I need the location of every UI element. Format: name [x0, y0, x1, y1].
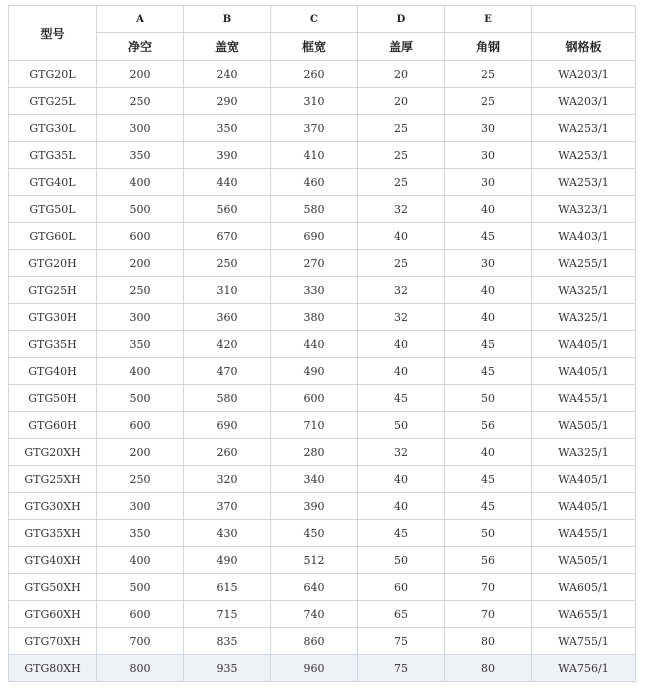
cell-cover-width: 320 — [184, 466, 271, 493]
table-row — [9, 520, 636, 547]
cell-cover-thickness: 40 — [358, 358, 445, 385]
table-row — [9, 412, 636, 439]
header-letter-row — [9, 6, 636, 33]
cell-cover-thickness: 20 — [358, 61, 445, 88]
cell-steel-grating: WA255/1 — [532, 250, 636, 277]
table-row — [9, 655, 636, 682]
cell-clear-span: 600 — [97, 601, 184, 628]
cell-cover-thickness: 25 — [358, 142, 445, 169]
cell-steel-grating: WA405/1 — [532, 358, 636, 385]
cell-cover-thickness: 40 — [358, 331, 445, 358]
header-clear-span: 净空 — [97, 33, 184, 61]
cell-cover-thickness: 45 — [358, 385, 445, 412]
cell-model: GTG35XH — [9, 520, 97, 547]
table-header — [9, 6, 636, 61]
cell-frame-width: 370 — [271, 115, 358, 142]
cell-angle-steel: 45 — [445, 223, 532, 250]
cell-steel-grating: WA253/1 — [532, 115, 636, 142]
cell-clear-span: 400 — [97, 547, 184, 574]
header-sub-row — [9, 33, 636, 61]
cell-angle-steel: 30 — [445, 250, 532, 277]
cell-clear-span: 250 — [97, 88, 184, 115]
cell-angle-steel: 80 — [445, 655, 532, 682]
cell-steel-grating: WA405/1 — [532, 493, 636, 520]
cell-clear-span: 350 — [97, 331, 184, 358]
cell-clear-span: 350 — [97, 142, 184, 169]
cell-clear-span: 700 — [97, 628, 184, 655]
cell-cover-thickness: 40 — [358, 493, 445, 520]
cell-clear-span: 350 — [97, 520, 184, 547]
cell-model: GTG35H — [9, 331, 97, 358]
cell-steel-grating: WA655/1 — [532, 601, 636, 628]
cell-clear-span: 500 — [97, 574, 184, 601]
cell-frame-width: 330 — [271, 277, 358, 304]
cell-angle-steel: 40 — [445, 439, 532, 466]
header-frame-width: 框宽 — [271, 33, 358, 61]
cell-angle-steel: 45 — [445, 331, 532, 358]
cell-model: GTG30XH — [9, 493, 97, 520]
cell-cover-width: 350 — [184, 115, 271, 142]
cell-clear-span: 500 — [97, 385, 184, 412]
cell-clear-span: 600 — [97, 223, 184, 250]
table-row — [9, 331, 636, 358]
table-row — [9, 493, 636, 520]
cell-cover-thickness: 65 — [358, 601, 445, 628]
cell-frame-width: 490 — [271, 358, 358, 385]
cell-cover-width: 360 — [184, 304, 271, 331]
cell-angle-steel: 25 — [445, 61, 532, 88]
header-letter-blank — [532, 6, 636, 33]
cell-cover-width: 470 — [184, 358, 271, 385]
cell-frame-width: 260 — [271, 61, 358, 88]
cell-steel-grating: WA403/1 — [532, 223, 636, 250]
cell-clear-span: 200 — [97, 439, 184, 466]
cell-angle-steel: 30 — [445, 115, 532, 142]
cell-frame-width: 340 — [271, 466, 358, 493]
cell-model: GTG50H — [9, 385, 97, 412]
cell-cover-thickness: 75 — [358, 655, 445, 682]
cell-steel-grating: WA756/1 — [532, 655, 636, 682]
cell-clear-span: 300 — [97, 304, 184, 331]
cell-steel-grating: WA455/1 — [532, 520, 636, 547]
spec-table-container — [8, 5, 636, 682]
cell-model: GTG35L — [9, 142, 97, 169]
cell-frame-width: 710 — [271, 412, 358, 439]
table-row — [9, 439, 636, 466]
cell-model: GTG60L — [9, 223, 97, 250]
cell-angle-steel: 50 — [445, 385, 532, 412]
cell-clear-span: 400 — [97, 169, 184, 196]
header-angle-steel: 角钢 — [445, 33, 532, 61]
cell-frame-width: 690 — [271, 223, 358, 250]
cell-steel-grating: WA253/1 — [532, 169, 636, 196]
cell-cover-thickness: 32 — [358, 439, 445, 466]
table-row — [9, 628, 636, 655]
cell-frame-width: 860 — [271, 628, 358, 655]
table-row — [9, 142, 636, 169]
cell-cover-width: 935 — [184, 655, 271, 682]
cell-model: GTG40H — [9, 358, 97, 385]
cell-cover-width: 690 — [184, 412, 271, 439]
cell-angle-steel: 45 — [445, 493, 532, 520]
header-letter-c: C — [271, 6, 358, 33]
cell-angle-steel: 45 — [445, 358, 532, 385]
cell-model: GTG80XH — [9, 655, 97, 682]
cell-cover-thickness: 45 — [358, 520, 445, 547]
cell-cover-width: 670 — [184, 223, 271, 250]
cell-model: GTG20H — [9, 250, 97, 277]
table-row — [9, 385, 636, 412]
cell-angle-steel: 40 — [445, 304, 532, 331]
cell-angle-steel: 40 — [445, 277, 532, 304]
cell-cover-width: 250 — [184, 250, 271, 277]
cell-clear-span: 250 — [97, 277, 184, 304]
cell-angle-steel: 56 — [445, 412, 532, 439]
cell-clear-span: 800 — [97, 655, 184, 682]
cell-frame-width: 640 — [271, 574, 358, 601]
cell-steel-grating: WA325/1 — [532, 277, 636, 304]
cell-frame-width: 270 — [271, 250, 358, 277]
cell-clear-span: 500 — [97, 196, 184, 223]
cell-model: GTG50XH — [9, 574, 97, 601]
cell-frame-width: 580 — [271, 196, 358, 223]
cell-clear-span: 400 — [97, 358, 184, 385]
cell-steel-grating: WA203/1 — [532, 88, 636, 115]
cell-cover-width: 430 — [184, 520, 271, 547]
cell-model: GTG20XH — [9, 439, 97, 466]
cell-cover-width: 390 — [184, 142, 271, 169]
cell-frame-width: 740 — [271, 601, 358, 628]
cell-cover-thickness: 40 — [358, 223, 445, 250]
cell-cover-width: 580 — [184, 385, 271, 412]
cell-cover-width: 240 — [184, 61, 271, 88]
table-row — [9, 277, 636, 304]
table-row — [9, 61, 636, 88]
cell-cover-thickness: 32 — [358, 196, 445, 223]
cell-model: GTG25L — [9, 88, 97, 115]
cell-steel-grating: WA405/1 — [532, 331, 636, 358]
cell-cover-width: 560 — [184, 196, 271, 223]
cell-angle-steel: 45 — [445, 466, 532, 493]
cell-angle-steel: 80 — [445, 628, 532, 655]
cell-clear-span: 200 — [97, 61, 184, 88]
cell-steel-grating: WA325/1 — [532, 304, 636, 331]
cell-steel-grating: WA505/1 — [532, 412, 636, 439]
cell-angle-steel: 30 — [445, 142, 532, 169]
cell-angle-steel: 70 — [445, 601, 532, 628]
cell-cover-thickness: 25 — [358, 169, 445, 196]
cell-frame-width: 310 — [271, 88, 358, 115]
cell-model: GTG70XH — [9, 628, 97, 655]
cell-cover-width: 370 — [184, 493, 271, 520]
header-cover-width: 盖宽 — [184, 33, 271, 61]
cell-cover-width: 290 — [184, 88, 271, 115]
cell-model: GTG30L — [9, 115, 97, 142]
cell-model: GTG20L — [9, 61, 97, 88]
table-row — [9, 223, 636, 250]
table-row — [9, 115, 636, 142]
cell-frame-width: 440 — [271, 331, 358, 358]
header-letter-b: B — [184, 6, 271, 33]
cell-model: GTG30H — [9, 304, 97, 331]
cell-steel-grating: WA203/1 — [532, 61, 636, 88]
table-body — [9, 61, 636, 682]
cell-steel-grating: WA323/1 — [532, 196, 636, 223]
table-row — [9, 601, 636, 628]
cell-clear-span: 300 — [97, 493, 184, 520]
cell-angle-steel: 40 — [445, 196, 532, 223]
cell-clear-span: 300 — [97, 115, 184, 142]
cell-steel-grating: WA253/1 — [532, 142, 636, 169]
cell-model: GTG60XH — [9, 601, 97, 628]
header-letter-e: E — [445, 6, 532, 33]
cell-frame-width: 960 — [271, 655, 358, 682]
cell-frame-width: 380 — [271, 304, 358, 331]
cell-cover-thickness: 75 — [358, 628, 445, 655]
cell-angle-steel: 30 — [445, 169, 532, 196]
spec-table — [8, 5, 636, 682]
cell-cover-thickness: 20 — [358, 88, 445, 115]
header-letter-d: D — [358, 6, 445, 33]
cell-frame-width: 280 — [271, 439, 358, 466]
cell-clear-span: 250 — [97, 466, 184, 493]
cell-cover-width: 715 — [184, 601, 271, 628]
cell-cover-thickness: 32 — [358, 277, 445, 304]
cell-clear-span: 200 — [97, 250, 184, 277]
table-row — [9, 547, 636, 574]
cell-cover-thickness: 25 — [358, 115, 445, 142]
cell-model: GTG60H — [9, 412, 97, 439]
cell-model: GTG40XH — [9, 547, 97, 574]
cell-steel-grating: WA405/1 — [532, 466, 636, 493]
cell-clear-span: 600 — [97, 412, 184, 439]
cell-frame-width: 600 — [271, 385, 358, 412]
table-row — [9, 358, 636, 385]
cell-cover-width: 310 — [184, 277, 271, 304]
cell-cover-width: 440 — [184, 169, 271, 196]
cell-frame-width: 450 — [271, 520, 358, 547]
header-steel-grating: 钢格板 — [532, 33, 636, 61]
table-row — [9, 574, 636, 601]
cell-cover-thickness: 40 — [358, 466, 445, 493]
header-cover-thickness: 盖厚 — [358, 33, 445, 61]
cell-model: GTG50L — [9, 196, 97, 223]
cell-cover-width: 615 — [184, 574, 271, 601]
header-letter-a: A — [97, 6, 184, 33]
cell-model: GTG25H — [9, 277, 97, 304]
cell-steel-grating: WA755/1 — [532, 628, 636, 655]
header-model: 型号 — [9, 6, 97, 61]
cell-cover-thickness: 32 — [358, 304, 445, 331]
cell-frame-width: 460 — [271, 169, 358, 196]
cell-steel-grating: WA605/1 — [532, 574, 636, 601]
cell-cover-width: 835 — [184, 628, 271, 655]
table-row — [9, 466, 636, 493]
cell-cover-thickness: 25 — [358, 250, 445, 277]
table-row — [9, 196, 636, 223]
cell-model: GTG40L — [9, 169, 97, 196]
cell-steel-grating: WA325/1 — [532, 439, 636, 466]
table-row — [9, 304, 636, 331]
cell-cover-width: 490 — [184, 547, 271, 574]
cell-model: GTG25XH — [9, 466, 97, 493]
table-row — [9, 169, 636, 196]
cell-angle-steel: 70 — [445, 574, 532, 601]
cell-cover-thickness: 50 — [358, 547, 445, 574]
cell-cover-thickness: 60 — [358, 574, 445, 601]
table-row — [9, 250, 636, 277]
cell-steel-grating: WA505/1 — [532, 547, 636, 574]
cell-cover-width: 420 — [184, 331, 271, 358]
table-row — [9, 88, 636, 115]
cell-steel-grating: WA455/1 — [532, 385, 636, 412]
cell-cover-thickness: 50 — [358, 412, 445, 439]
cell-angle-steel: 25 — [445, 88, 532, 115]
cell-cover-width: 260 — [184, 439, 271, 466]
cell-angle-steel: 56 — [445, 547, 532, 574]
cell-frame-width: 390 — [271, 493, 358, 520]
cell-angle-steel: 50 — [445, 520, 532, 547]
cell-frame-width: 512 — [271, 547, 358, 574]
cell-frame-width: 410 — [271, 142, 358, 169]
